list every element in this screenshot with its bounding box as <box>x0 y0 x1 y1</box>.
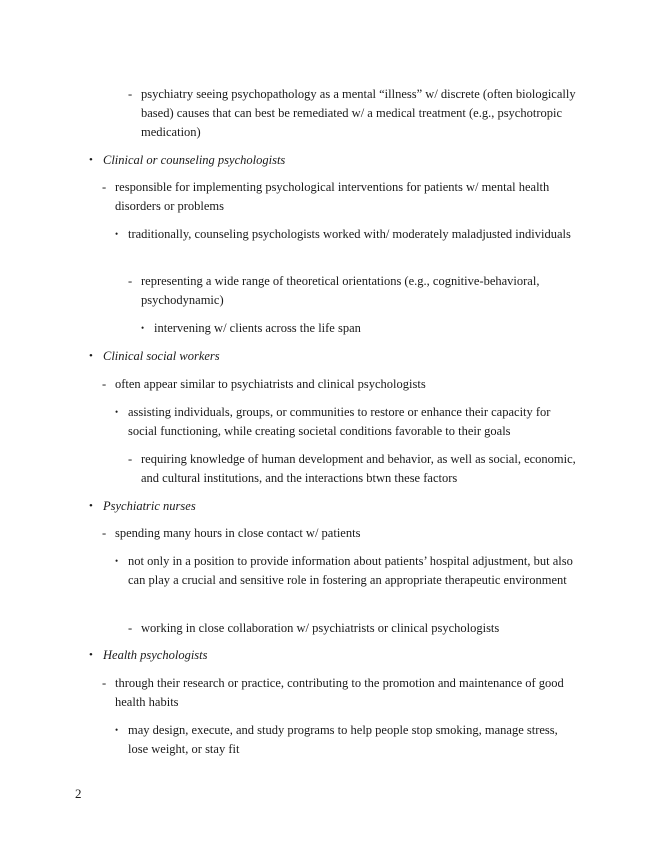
item-text: requiring knowledge of human development and behavior, as well as social, economic, and cultural institutions, and the interactions btwn these factors <box>141 452 576 485</box>
item-text: assisting individuals, groups, or communities to restore or enhance their capacity for social functioning, while creating societal conditions favorable to their goals <box>128 405 551 438</box>
bullet-marker: • <box>115 229 119 239</box>
page-number: 2 <box>75 786 82 801</box>
bullet-marker: • <box>89 500 93 512</box>
dash-marker: - <box>102 526 107 540</box>
dash-item <box>128 272 578 310</box>
dash-item <box>102 524 580 543</box>
bullet-marker: • <box>115 725 119 735</box>
dash-marker: - <box>128 87 133 101</box>
bullet-marker: • <box>89 649 93 661</box>
item-text: may design, execute, and study programs to help people stop smoking, manage stress, lose weight, or stay fit <box>128 723 558 756</box>
item-text: not only in a position to provide information about patients’ hospital adjustment, but also can play a crucial and sensitive role in fostering an appropriate therapeutic environment <box>128 554 573 587</box>
dash-item <box>128 450 578 488</box>
item-text: traditionally, counseling psychologists worked with/ moderately maladjusted individuals <box>128 227 571 241</box>
bullet-item-heading <box>89 646 589 665</box>
bullet-item <box>115 721 577 759</box>
dash-item <box>102 178 580 216</box>
bullet-item-heading <box>89 347 589 366</box>
dash-marker: - <box>102 676 107 690</box>
item-text: responsible for implementing psychological interventions for patients w/ mental health disorders or problems <box>115 180 550 213</box>
section-heading: Clinical or counseling psychologists <box>103 153 286 167</box>
item-text: working in close collaboration w/ psychiatrists or clinical psychologists <box>141 621 500 635</box>
section-heading: Psychiatric nurses <box>103 499 196 513</box>
section-heading: Health psychologists <box>103 648 208 662</box>
dash-marker: - <box>128 452 133 466</box>
bullet-item <box>115 403 577 441</box>
bullet-marker: • <box>89 154 93 166</box>
section-heading: Clinical social workers <box>103 349 220 363</box>
dash-item <box>102 375 580 394</box>
dash-item <box>128 619 578 638</box>
item-text: representing a wide range of theoretical orientations (e.g., cognitive-behavioral, psychodynamic) <box>141 274 540 307</box>
bullet-item <box>115 225 577 244</box>
dash-marker: - <box>128 274 133 288</box>
bullet-marker: • <box>141 323 145 333</box>
item-text: spending many hours in close contact w/ patients <box>115 526 361 540</box>
item-text: intervening w/ clients across the life span <box>154 321 361 335</box>
bullet-marker: • <box>115 407 119 417</box>
dash-marker: - <box>102 180 107 194</box>
item-text: psychiatry seeing psychopathology as a mental “illness” w/ discrete (often biologically based) causes that can best be remediated w/ a medical treatment (e.g., psychotropic medication) <box>141 87 576 139</box>
item-text: often appear similar to psychiatrists and clinical psychologists <box>115 377 426 391</box>
bullet-marker: • <box>115 556 119 566</box>
bullet-item-heading <box>89 151 589 170</box>
dash-marker: - <box>102 377 107 391</box>
item-text: through their research or practice, contributing to the promotion and maintenance of good health habits <box>115 676 564 709</box>
dash-item <box>128 85 578 142</box>
bullet-marker: • <box>89 350 93 362</box>
bullet-item-heading <box>89 497 589 516</box>
dash-item <box>102 674 580 712</box>
bullet-item <box>115 552 577 590</box>
dash-marker: - <box>128 621 133 635</box>
bullet-item <box>141 319 561 338</box>
